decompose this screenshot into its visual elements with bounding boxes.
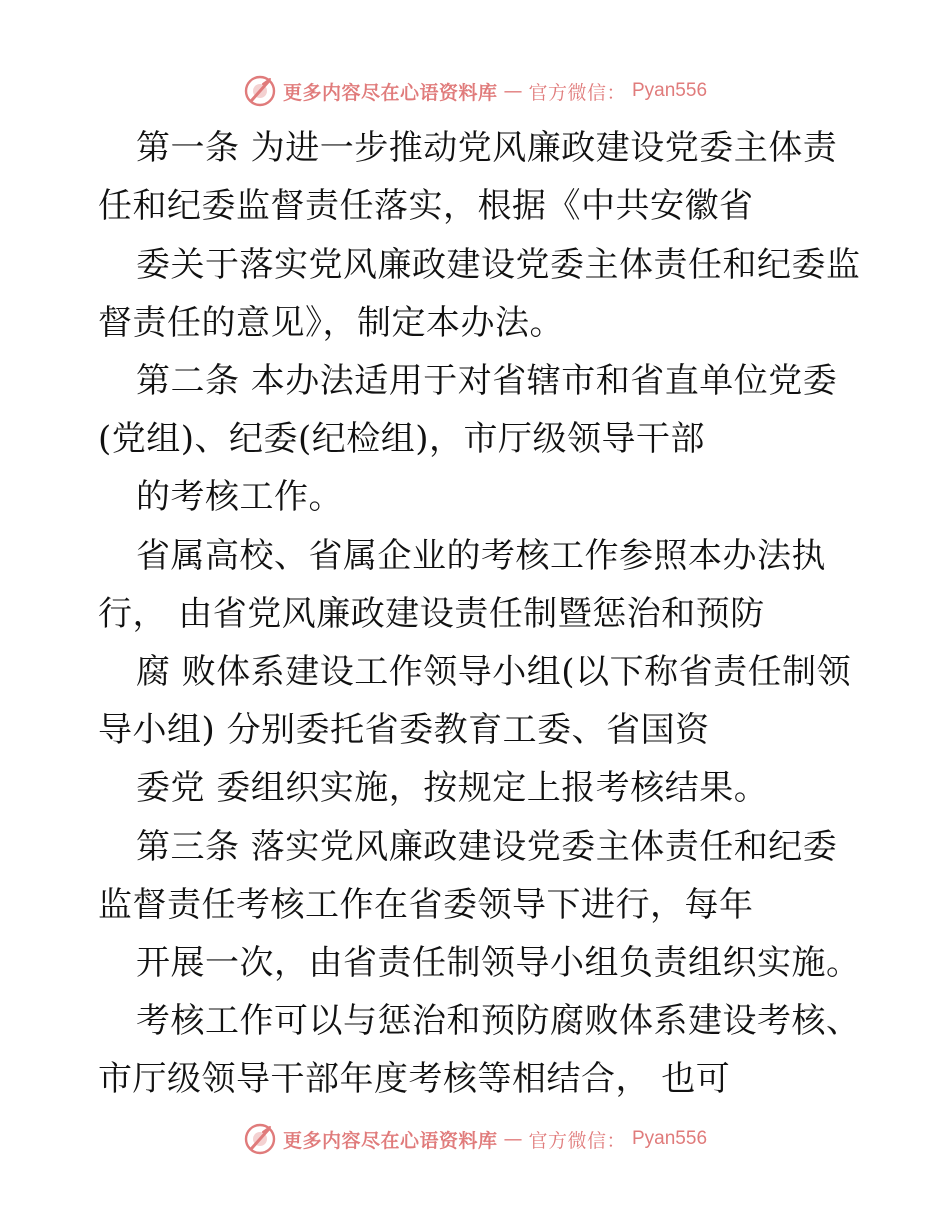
text-line: 行， 由省党风廉政建设责任制暨惩治和预防 xyxy=(98,594,765,634)
text-line: (党组)、纪委(纪检组)，市厅级领导干部 xyxy=(98,419,706,459)
watermark-dash: — xyxy=(503,80,523,102)
watermark-account: Pyan556 xyxy=(632,80,708,101)
text-line: 第一条 为进一步推动党风廉政建设党委主体责 xyxy=(136,128,838,168)
text-line: 开展一次，由省责任制领导小组负责组织实施。 xyxy=(136,943,861,983)
text-line: 任和纪委监督责任落实，根据《中共安徽省 xyxy=(98,186,754,226)
watermark-brand: 更多内容尽在心语资料库 xyxy=(282,81,498,104)
text-line: 委关于落实党风廉政建设党委主体责任和纪委监 xyxy=(136,245,861,285)
watermark-dash: — xyxy=(503,1128,523,1150)
brand-seal-icon xyxy=(243,74,277,108)
text-line: 的考核工作。 xyxy=(136,477,343,517)
text-line: 省属高校、省属企业的考核工作参照本办法执 xyxy=(136,536,826,576)
watermark-label: 官方微信： xyxy=(528,1129,626,1152)
text-line: 第三条 落实党风廉政建设党委主体责任和纪委 xyxy=(136,827,838,867)
text-line: 市厅级领导干部年度考核等相结合， 也可 xyxy=(98,1059,731,1099)
text-line: 第二条 本办法适用于对省辖市和省直单位党委 xyxy=(136,361,838,401)
text-line: 督责任的意见》，制定本办法。 xyxy=(98,303,564,343)
watermark-brand: 更多内容尽在心语资料库 xyxy=(282,1129,498,1152)
watermark-label: 官方微信： xyxy=(528,81,626,104)
text-line: 考核工作可以与惩治和预防腐败体系建设考核、 xyxy=(136,1001,861,1041)
brand-seal-icon xyxy=(243,1122,277,1156)
footer-watermark xyxy=(0,1119,950,1159)
watermark-account: Pyan556 xyxy=(632,1128,708,1149)
text-line: 导小组) 分别委托省委教育工委、省国资 xyxy=(98,710,710,750)
text-line: 腐 败体系建设工作领导小组(以下称省责任制领 xyxy=(136,652,852,692)
header-watermark xyxy=(0,71,950,111)
text-line: 委党 委组织实施，按规定上报考核结果。 xyxy=(136,768,769,808)
text-line: 监督责任考核工作在省委领导下进行，每年 xyxy=(98,885,754,925)
